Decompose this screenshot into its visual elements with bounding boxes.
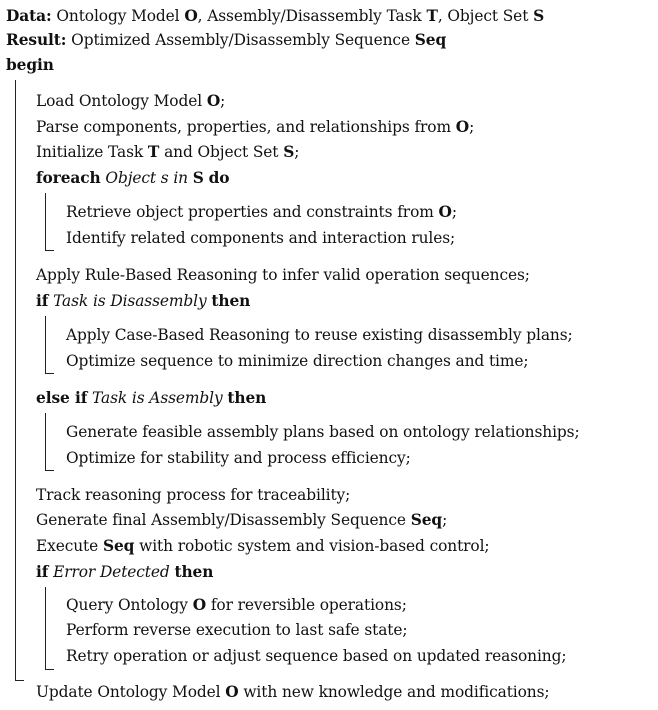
else-if-keyword: else if — [36, 389, 88, 407]
if-keyword: if — [36, 563, 49, 581]
text: Perform reverse execution to last safe state; — [66, 621, 408, 639]
foreach-block-bar — [45, 193, 54, 251]
else-if-assembly-line — [36, 386, 266, 410]
var-o: O — [192, 596, 207, 614]
if-error-line — [36, 560, 213, 584]
var-s: S — [283, 143, 295, 161]
algo-line-3 — [36, 140, 299, 164]
result-line — [6, 28, 446, 52]
data-line — [6, 4, 544, 28]
foreach-keyword: foreach — [36, 169, 101, 187]
text: Query Ontology — [66, 596, 188, 614]
algo-line-1 — [36, 89, 225, 113]
if-keyword: if — [36, 292, 49, 310]
data-var-o: O — [184, 7, 198, 25]
var-o: O — [455, 118, 470, 136]
text: Initialize Task — [36, 143, 144, 161]
text: Execute — [36, 537, 99, 555]
var-o: O — [438, 203, 452, 221]
then-keyword: then — [174, 563, 214, 581]
text: Update Ontology Model — [36, 683, 221, 701]
algo-line-6 — [66, 226, 455, 250]
text: ; — [451, 203, 457, 221]
text: for reversible operations; — [210, 596, 407, 614]
if-disassembly-block-bar — [45, 316, 54, 374]
algo-line-15 — [36, 508, 447, 532]
text: Generate final Assembly/Disassembly Sequence — [36, 511, 406, 529]
data-text: Ontology Model — [56, 7, 180, 25]
text: Generate feasible assembly plans based on ontology relationships; — [66, 423, 580, 441]
algo-line-21 — [36, 680, 550, 704]
if-disassembly-line — [36, 289, 250, 313]
result-keyword: Result: — [6, 31, 67, 49]
text: ; — [469, 118, 475, 136]
text: Apply Rule-Based Reasoning to infer valid operation sequences; — [36, 266, 530, 284]
algo-line-13 — [66, 446, 411, 470]
data-keyword: Data: — [6, 7, 52, 25]
text: with robotic system and vision-based control; — [139, 537, 490, 555]
else-if-block-bar — [45, 413, 54, 471]
if-condition: Error Detected — [53, 563, 170, 581]
var-seq: Seq — [410, 511, 443, 529]
algo-line-2 — [36, 115, 474, 139]
if-condition: Task is Disassembly — [53, 292, 207, 310]
algo-line-19 — [66, 618, 408, 642]
text: Apply Case-Based Reasoning to reuse existing disassembly plans; — [66, 326, 573, 344]
result-var: Seq — [414, 31, 447, 49]
do-keyword: do — [208, 169, 230, 187]
text: Retry operation or adjust sequence based on updated reasoning; — [66, 647, 567, 665]
then-keyword: then — [227, 389, 267, 407]
begin-block-bar — [15, 80, 24, 681]
var-s: S — [192, 169, 204, 187]
begin-keyword: begin — [6, 56, 54, 74]
text: ; — [294, 143, 300, 161]
data-text: , Assembly/Disassembly Task — [197, 7, 422, 25]
data-text: , Object Set — [437, 7, 529, 25]
algo-line-14 — [36, 483, 350, 507]
text: Parse components, properties, and relationships from — [36, 118, 451, 136]
begin-keyword-line — [6, 53, 54, 77]
text: Retrieve object properties and constraints from — [66, 203, 434, 221]
var-seq: Seq — [102, 537, 135, 555]
algo-line-18 — [66, 593, 407, 617]
text: ; — [442, 511, 448, 529]
var-o: O — [225, 683, 239, 701]
else-if-condition: Task is Assembly — [92, 389, 223, 407]
text: Optimize sequence to minimize direction changes and time; — [66, 352, 529, 370]
text: Load Ontology Model — [36, 92, 203, 110]
text: Optimize for stability and process efficiency; — [66, 449, 411, 467]
text: Identify related components and interaction rules; — [66, 229, 456, 247]
algo-line-5 — [66, 200, 457, 224]
algo-line-10 — [66, 349, 528, 373]
algo-line-16 — [36, 534, 489, 558]
text: Track reasoning process for traceability; — [36, 486, 351, 504]
text: with new knowledge and modifications; — [243, 683, 550, 701]
then-keyword: then — [211, 292, 251, 310]
foreach-line — [36, 166, 229, 190]
text: and Object Set — [164, 143, 279, 161]
algo-line-9 — [66, 323, 573, 347]
foreach-condition: Object s in — [105, 169, 188, 187]
algo-line-12 — [66, 420, 580, 444]
var-o: O — [206, 92, 221, 110]
algo-line-20 — [66, 644, 566, 668]
var-t: T — [147, 143, 160, 161]
text: ; — [220, 92, 226, 110]
if-error-block-bar — [45, 587, 54, 670]
data-var-s: S — [533, 7, 545, 25]
result-text: Optimized Assembly/Disassembly Sequence — [71, 31, 410, 49]
algo-line-7 — [36, 263, 530, 287]
data-var-t: T — [426, 7, 438, 25]
